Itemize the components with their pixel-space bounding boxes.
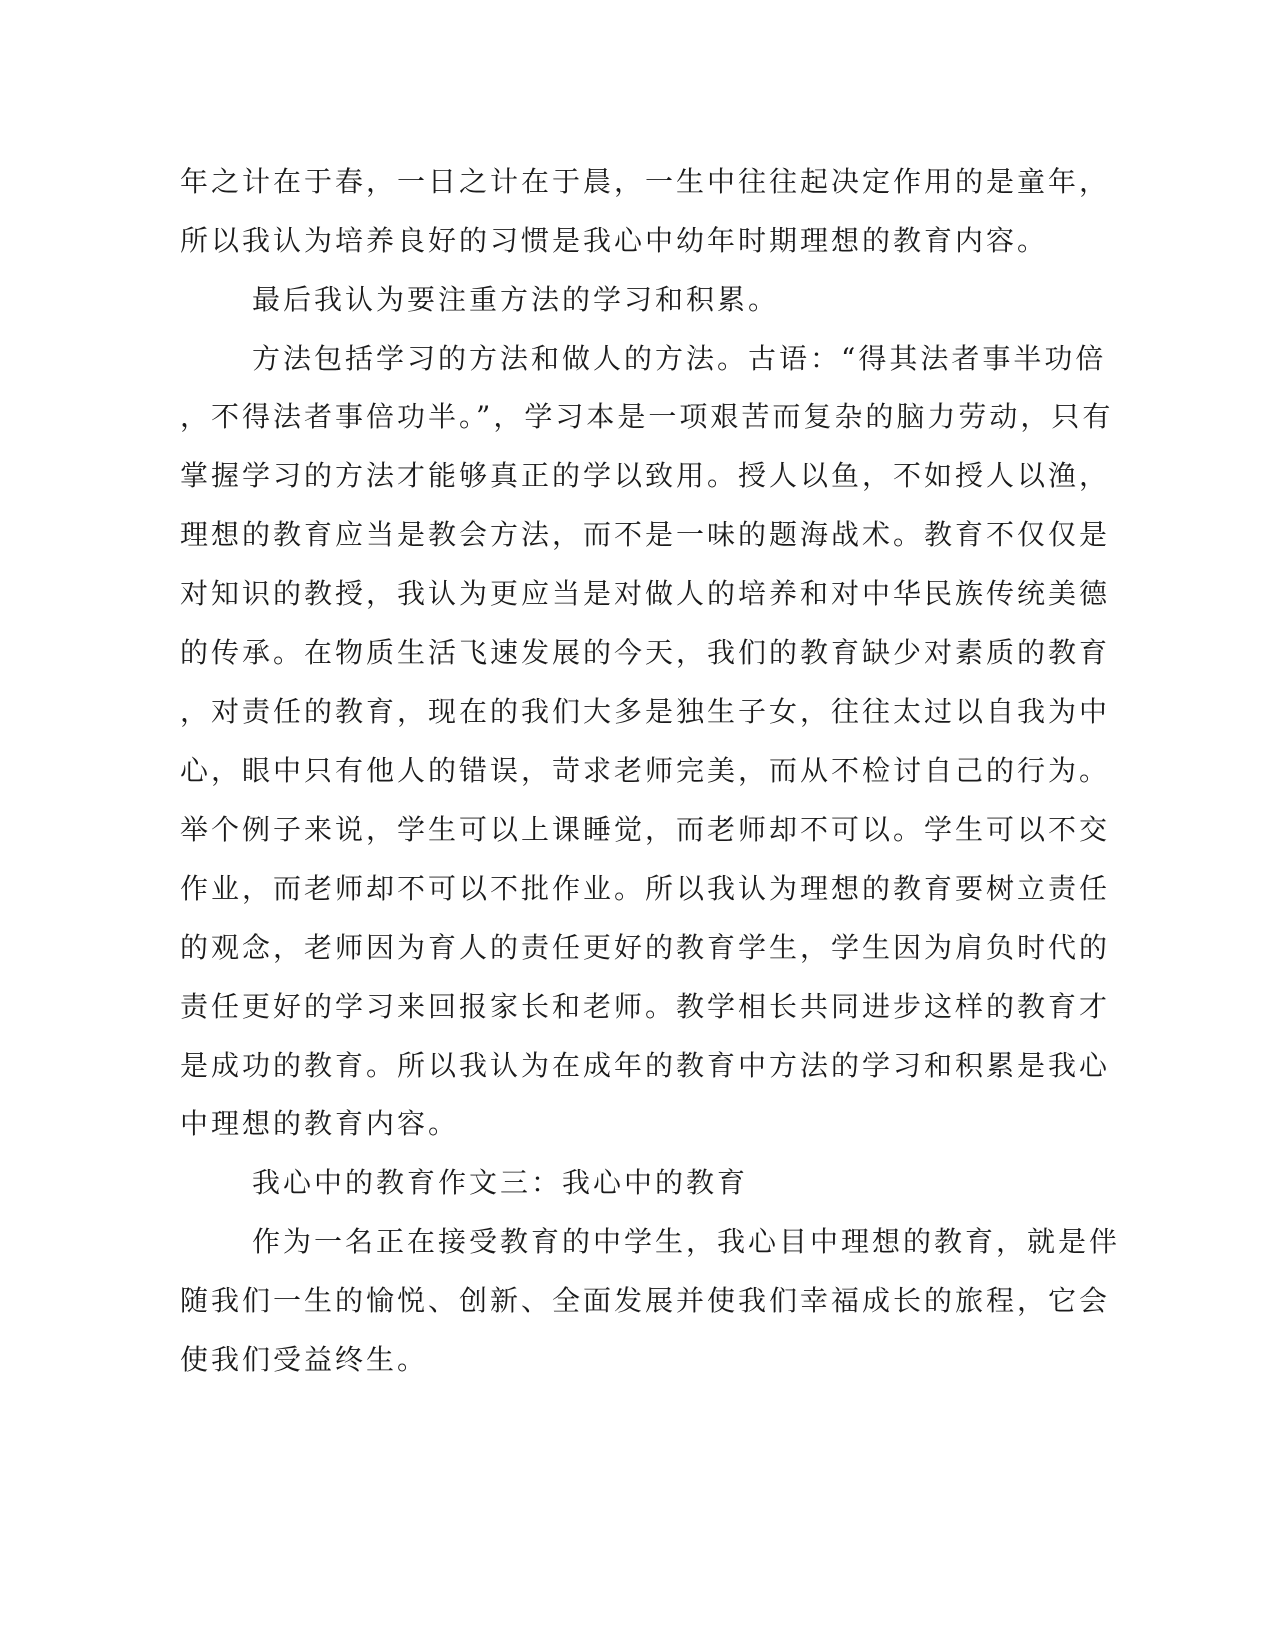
text-line: 心，眼中只有他人的错误，苛求老师完美，而从不检讨自己的行为。: [180, 754, 1111, 787]
text-line: 举个例子来说，学生可以上课睡觉，而老师却不可以。学生可以不交: [180, 813, 1111, 846]
text-line: 理想的教育应当是教会方法，而不是一味的题海战术。教育不仅仅是: [180, 518, 1111, 551]
text-line: 随我们一生的愉悦、创新、全面发展并使我们幸福成长的旅程，它会: [180, 1284, 1111, 1317]
paragraph-line: 作为一名正在接受教育的中学生，我心目中理想的教育，就是伴: [252, 1225, 1121, 1258]
text-line: 对知识的教授，我认为更应当是对做人的培养和对中华民族传统美德: [180, 577, 1111, 610]
text-line: 责任更好的学习来回报家长和老师。教学相长共同进步这样的教育才: [180, 990, 1111, 1023]
text-line: 掌握学习的方法才能够真正的学以致用。授人以鱼，不如授人以渔，: [180, 459, 1111, 492]
text-line: 作业，而老师却不可以不批作业。所以我认为理想的教育要树立责任: [180, 872, 1111, 905]
paragraph-line: 最后我认为要注重方法的学习和积累。: [252, 283, 780, 316]
text-line: 使我们受益终生。: [180, 1343, 429, 1376]
text-line: 的观念，老师因为育人的责任更好的教育学生，学生因为肩负时代的: [180, 931, 1111, 964]
text-line: ，不得法者事倍功半。”，学习本是一项艰苦而复杂的脑力劳动，只有: [180, 400, 1114, 433]
section-heading: 我心中的教育作文三：我心中的教育: [252, 1166, 749, 1199]
text-line: ，对责任的教育，现在的我们大多是独生子女，往往太过以自我为中: [180, 695, 1111, 728]
text-line: 年之计在于春，一日之计在于晨，一生中往往起决定作用的是童年，: [180, 165, 1111, 198]
paragraph-line: 方法包括学习的方法和做人的方法。古语：“得其法者事半功倍: [252, 342, 1107, 375]
text-line: 的传承。在物质生活飞速发展的今天，我们的教育缺少对素质的教育: [180, 636, 1111, 669]
text-line: 所以我认为培养良好的习惯是我心中幼年时期理想的教育内容。: [180, 224, 1049, 257]
text-line: 是成功的教育。所以我认为在成年的教育中方法的学习和积累是我心: [180, 1049, 1111, 1082]
text-line: 中理想的教育内容。: [180, 1107, 460, 1140]
